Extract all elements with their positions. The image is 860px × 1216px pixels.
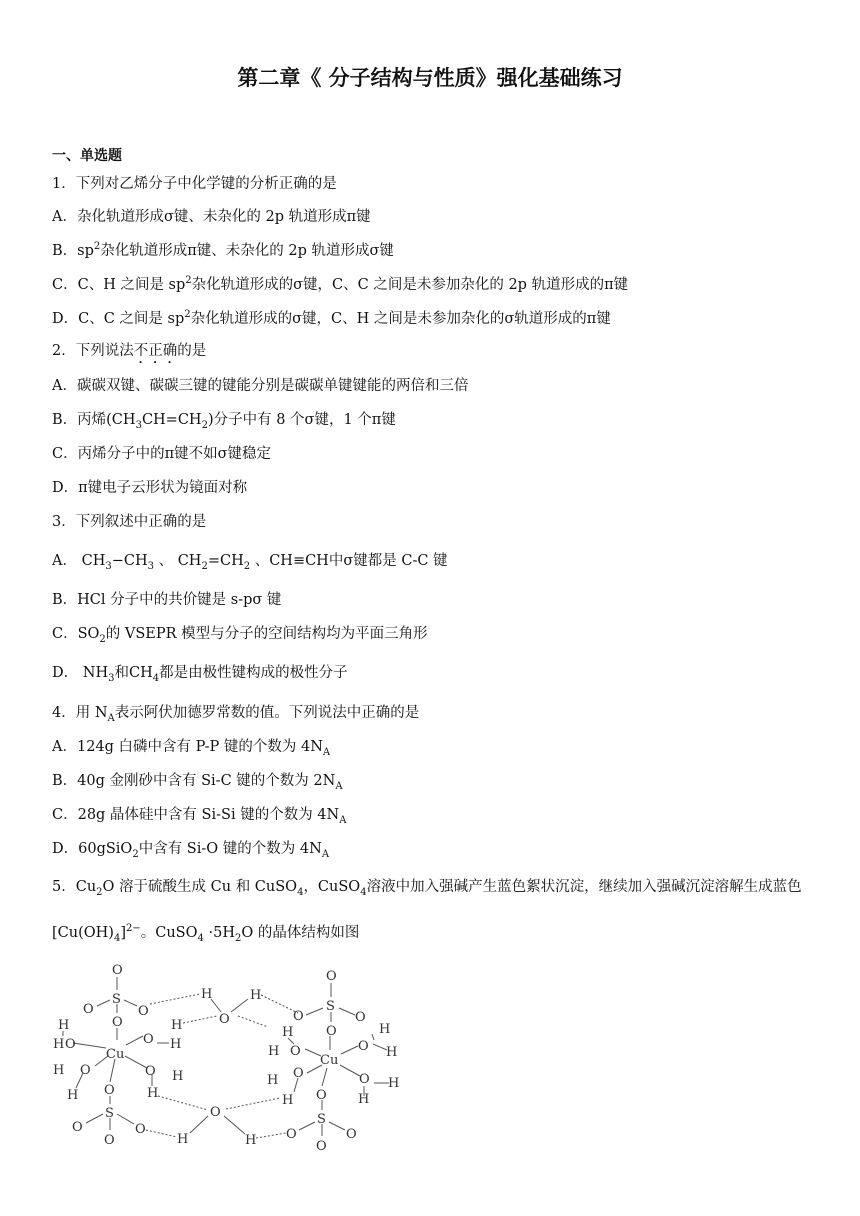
- atom-label: H: [386, 1045, 398, 1060]
- crystal-structure-diagram: [40, 955, 420, 1165]
- atom-label: O: [290, 1044, 301, 1059]
- atom-label: O: [210, 1105, 221, 1120]
- q3-option-b: B．HCl 分子中的共价键是 s-pσ 键: [52, 592, 282, 608]
- atom-label: O: [316, 1139, 327, 1154]
- atom-label: O: [104, 1083, 115, 1098]
- q3-option-a: A． $CH_3-CH_3$ 、 $CH_2=CH_2$ 、CH≡CH中σ键都是 C-C 键: [52, 553, 448, 572]
- atom-label: H: [379, 1022, 391, 1037]
- atom-label: O: [65, 1037, 76, 1052]
- q5-line-1: 5．$Cu_2O$ 溶于硫酸生成 Cu 和 CuSO$_4$，CuSO$_4$溶液中加入强碱产生蓝色絮状沉淀，继续加入强碱沉淀溶解生成蓝色: [52, 879, 802, 898]
- q3-option-c: C．$SO_2$的 VSEPR 模型与分子的空间结构均为平面三角形: [52, 626, 428, 645]
- atom-label: S: [112, 992, 121, 1007]
- atom-label: O: [143, 1032, 154, 1047]
- atom-label: H: [58, 1018, 70, 1033]
- q1-option-a: A．杂化轨道形成σ键、未杂化的 2p 轨道形成π键: [52, 209, 371, 225]
- atom-label: H: [250, 988, 262, 1003]
- atom-label: O: [83, 1002, 94, 1017]
- section-heading: 一、单选题: [52, 148, 122, 164]
- atom-label: O: [104, 1133, 115, 1148]
- atom-label: H: [245, 1133, 257, 1148]
- atom-label: O: [355, 1010, 366, 1025]
- atom-label: Cu: [106, 1047, 125, 1062]
- atom-label: H: [201, 987, 213, 1002]
- atom-label: O: [286, 1127, 297, 1142]
- atom-label: H: [53, 1063, 65, 1078]
- atom-label: H: [172, 1069, 184, 1084]
- q2-option-a: A．碳碳双键、碳碳三键的键能分别是碳碳单键键能的两倍和三倍: [52, 378, 469, 394]
- q5-line-2: $[Cu(OH)_4]^{2-}$。CuSO$_4$ $\cdot 5H_2O$ 的晶体结构如图: [52, 923, 360, 944]
- q3-option-d: D． $NH_3$和$CH_4$都是由极性键构成的极性分子: [52, 665, 348, 684]
- atom-label: H: [170, 1037, 182, 1052]
- atom-label: H: [282, 1025, 294, 1040]
- atom-label: O: [112, 1015, 123, 1030]
- q2-option-c: C．丙烯分子中的π键不如σ键稳定: [52, 446, 272, 462]
- q1-option-c: C．C、H 之间是 $sp^2$杂化轨道形成的σ键，C、C 之间是未参加杂化的 2p 轨道形成的π键: [52, 275, 629, 293]
- atom-label: O: [72, 1120, 83, 1135]
- atom-label: O: [135, 1122, 146, 1137]
- atom-label: O: [358, 1039, 369, 1054]
- atom-label: O: [145, 1064, 156, 1079]
- atom-label: H: [268, 1044, 280, 1059]
- q4-option-a: A．124g 白磷中含有 P-P 键的个数为 $4N_A$: [52, 739, 331, 758]
- atom-label: O: [316, 1088, 327, 1103]
- atom-label: S: [317, 1112, 326, 1127]
- atom-label: O: [219, 1012, 230, 1027]
- q4-option-d: D．60gSiO$_2$中含有 Si-O 键的个数为 $4N_A$: [52, 841, 330, 860]
- atom-label: H: [282, 1093, 294, 1108]
- atom-label: H: [177, 1132, 189, 1147]
- atom-label: H: [171, 1018, 183, 1033]
- q4-stem: 4．用 $N_A$表示阿伏加德罗常数的值。下列说法中正确的是: [52, 705, 420, 724]
- q1-stem: 1．下列对乙烯分子中化学键的分析正确的是: [52, 176, 337, 192]
- atom-label: O: [138, 1004, 149, 1019]
- q2-option-b: B．丙烯$(CH_3CH=CH_2)$分子中有 8 个σ键，1 个π键: [52, 412, 396, 431]
- q3-stem: 3．下列叙述中正确的是: [52, 514, 207, 530]
- q1-option-b: B．$sp^2$杂化轨道形成π键、未杂化的 2p 轨道形成σ键: [52, 241, 394, 259]
- atom-label: O: [326, 1024, 337, 1039]
- atom-label: H: [53, 1037, 65, 1052]
- q2-stem: 2．下列说法不正确的是: [52, 343, 207, 359]
- atom-label: H: [67, 1088, 79, 1103]
- atom-label: O: [359, 1072, 370, 1087]
- atom-label: O: [346, 1127, 357, 1142]
- q1-option-d: D．C、C 之间是 $sp^2$杂化轨道形成的σ键，C、H 之间是未参加杂化的σ轨道形成的π键: [52, 309, 611, 327]
- atom-label: O: [80, 1063, 91, 1078]
- q2-option-d: D．π键电子云形状为镜面对称: [52, 480, 248, 496]
- atom-label: O: [326, 969, 337, 984]
- page-title: 第二章《 分子结构与性质》强化基础练习: [237, 65, 623, 90]
- atom-label: H: [267, 1073, 279, 1088]
- atom-label: O: [112, 963, 123, 978]
- atom-label: Cu: [320, 1053, 339, 1068]
- atom-label: H: [358, 1092, 370, 1107]
- q4-option-c: C．28g 晶体硅中含有 Si-Si 键的个数为 $4N_A$: [52, 807, 347, 826]
- atom-label: O: [293, 1066, 304, 1081]
- q4-option-b: B．40g 金刚砂中含有 Si-C 键的个数为 $2N_A$: [52, 773, 343, 792]
- atom-label: S: [326, 999, 335, 1014]
- emphasis-text: 不正确: [133, 343, 178, 359]
- atom-label: S: [105, 1106, 114, 1121]
- atom-label: O: [293, 1009, 304, 1024]
- atom-label: H: [388, 1076, 400, 1091]
- atom-label: H: [147, 1086, 159, 1101]
